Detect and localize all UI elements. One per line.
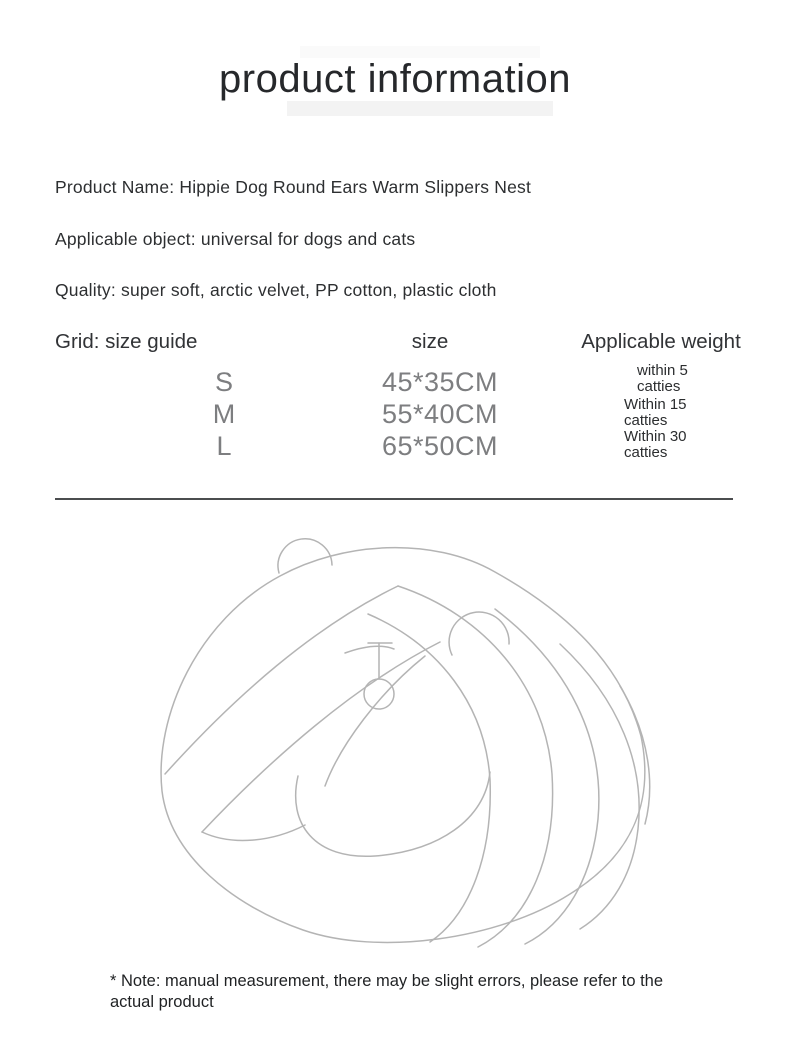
column-header-grid: Grid: size guide (55, 330, 198, 353)
left-ear-icon (278, 539, 332, 573)
column-header-size: size (411, 330, 449, 353)
applicable-weight (624, 397, 744, 429)
applicable-weight (624, 363, 744, 395)
quality-text: Quality: super soft, arctic velvet, PP cotton, plastic cloth (55, 280, 497, 300)
size-label: S (214, 367, 233, 397)
opening-inner-lip (325, 656, 425, 786)
note-text: * Note: manual measurement, there may be slight errors, please refer to the actual product (110, 972, 664, 1011)
weight-line-2: catties (624, 412, 668, 429)
size-dimensions: 45*35CM (381, 367, 499, 397)
product-name-text: Product Name: Hippie Dog Round Ears Warm Slippers Nest (55, 177, 532, 197)
pet-nest-line-drawing (140, 524, 660, 961)
diagonal-band-outer-edge (165, 586, 398, 774)
weight-line-1: Within 15 (624, 396, 687, 413)
title-highlight-ghost (287, 101, 553, 116)
opening-top-shelf (345, 646, 394, 653)
seam-curve-1 (495, 609, 599, 944)
applicable-object-text: Applicable object: universal for dogs and cats (55, 229, 416, 249)
size-label: L (216, 431, 232, 461)
size-dimensions: 65*50CM (381, 431, 499, 461)
page-title: product information (219, 57, 571, 101)
right-ear-icon (449, 612, 509, 655)
diagonal-band-inner-edge (202, 642, 440, 832)
seam-curve-2 (560, 644, 639, 929)
weight-line-1: within 5 (637, 362, 688, 379)
weight-line-2: catties (624, 444, 668, 461)
weight-line-2: catties (637, 378, 681, 395)
size-dimensions: 55*40CM (381, 399, 499, 429)
front-band-left-edge (368, 614, 490, 942)
column-header-weight: Applicable weight (581, 330, 741, 353)
applicable-weight (624, 429, 744, 461)
weight-line-1: Within 30 (624, 428, 687, 445)
seam-curve-3 (620, 686, 650, 824)
nest-body-outline (161, 548, 645, 943)
divider-line (55, 498, 733, 500)
toy-ball-icon (364, 679, 394, 709)
size-label: M (212, 399, 236, 429)
diagonal-band-fold (202, 825, 305, 840)
